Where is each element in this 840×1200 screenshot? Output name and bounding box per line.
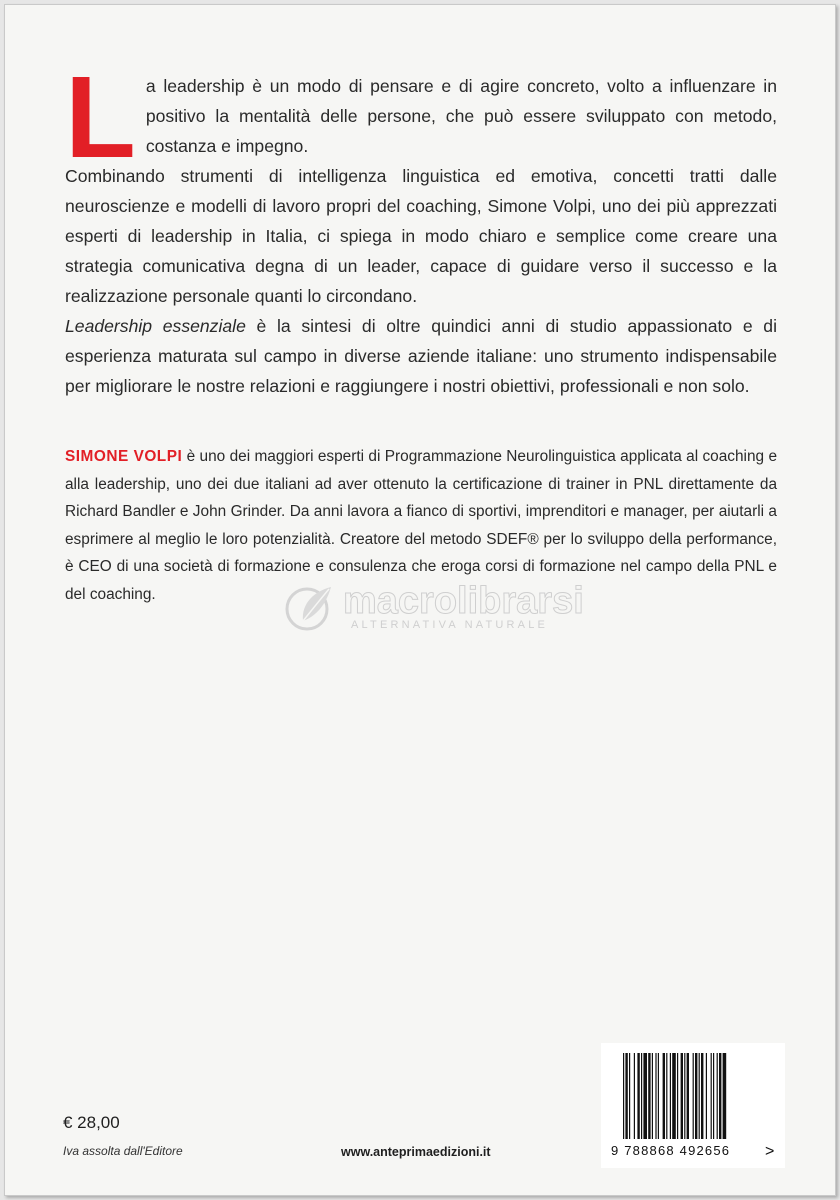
barcode-bar <box>699 1053 700 1139</box>
author-name: SIMONE VOLPI <box>65 448 183 465</box>
synopsis-text-3: è la sintesi di oltre quindici anni di studio appassionato e di esperienza maturata sul campo in diverse aziende italiane: uno strumento indispensabile per migliorare le nostre relazioni e raggiungere i nostri obiettivi, professionali e non solo. <box>65 316 777 396</box>
barcode-bar <box>655 1053 656 1139</box>
barcode-bar <box>637 1053 639 1139</box>
book-title: Leadership essenziale <box>65 316 246 336</box>
barcode-bar <box>643 1053 647 1139</box>
barcode-bar <box>706 1053 707 1139</box>
leaf-logo-icon <box>281 581 341 633</box>
barcode-bar <box>648 1053 650 1139</box>
barcode-bar <box>652 1053 653 1139</box>
barcode-bar <box>684 1053 685 1139</box>
barcode-bar <box>719 1053 721 1139</box>
book-back-cover <box>4 4 836 1196</box>
barcode-bar <box>672 1053 676 1139</box>
barcode-bar <box>717 1053 718 1139</box>
synopsis <box>65 52 777 401</box>
barcode-bar <box>658 1053 659 1139</box>
barcode-bar <box>666 1053 667 1139</box>
barcode-bar <box>713 1053 714 1139</box>
author-bio-text: è uno dei maggiori esperti di Programmazione Neurolinguistica applicata al coaching e alla leadership, uno dei due italiani ad aver ottenuto la certificazione di trainer in PNL direttamente da Richard Bandler e John Grinder. Da anni lavora a fianco di sportivi, imprenditori e manager, per aiutarli a esprimere al meglio le loro potenzialità. Creatore del metodo SDEF® per lo sviluppo della performance, è CEO di una società di formazione e consulenza che eroga corsi di formazione nel campo della PNL e del coaching. <box>65 448 778 603</box>
barcode-bar <box>623 1053 624 1139</box>
vat-note: Iva assolta dall'Editore <box>63 1144 183 1158</box>
publisher-website: www.anteprimaedizioni.it <box>341 1145 491 1159</box>
watermark-name: macrolibrarsi <box>343 580 584 622</box>
watermark <box>281 579 584 639</box>
barcode-bar <box>701 1053 703 1139</box>
barcode-bar <box>625 1053 627 1139</box>
barcode-bar <box>677 1053 678 1139</box>
watermark-tagline: ALTERNATIVA NATURALE <box>351 619 549 631</box>
price: € 28,00 <box>63 1113 120 1132</box>
barcode-bar <box>629 1053 630 1139</box>
isbn-number: 9 788868 492656 <box>611 1143 731 1158</box>
barcode-bars <box>623 1053 763 1145</box>
barcode-bar <box>695 1053 697 1139</box>
barcode-bar <box>634 1053 635 1139</box>
synopsis-paragraph-3 <box>65 311 777 401</box>
barcode-bar <box>687 1053 689 1139</box>
barcode-bar <box>663 1053 665 1139</box>
barcode-bar <box>723 1053 727 1139</box>
isbn-barcode <box>601 1043 785 1168</box>
synopsis-text-1: a leadership è un modo di pensare e di agire concreto, volto a influenzare in positivo la mentalità delle persone, che può essere sviluppato con metodo, costanza e impegno. <box>145 76 777 156</box>
barcode-bar <box>681 1053 683 1139</box>
barcode-bar <box>670 1053 671 1139</box>
barcode-chevron: > <box>765 1143 775 1160</box>
drop-cap: L <box>65 52 136 182</box>
barcode-bar <box>711 1053 712 1139</box>
barcode-bar <box>693 1053 694 1139</box>
barcode-bar <box>641 1053 642 1139</box>
synopsis-paragraph-2: Combinando strumenti di intelligenza linguistica ed emotiva, concetti tratti dalle neuroscienze e modelli di lavoro propri del coaching, Simone Volpi, uno dei più apprezzati esperti di leadership in Italia, ci spiega in modo chiaro e semplice come creare una strategia comunicativa degna di un leader, capace di guidare verso il successo e la realizzazione personale quanti lo circondano. <box>65 166 777 306</box>
synopsis-paragraph-1 <box>65 52 777 182</box>
